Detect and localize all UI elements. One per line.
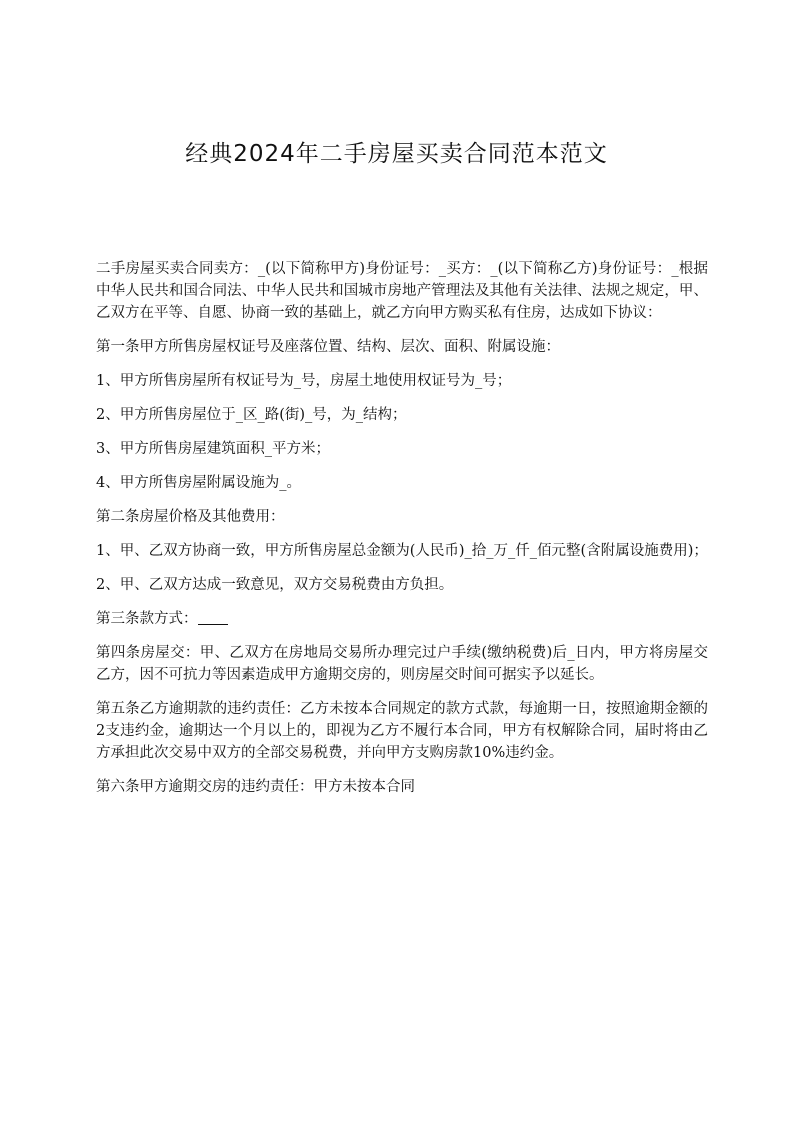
article-3-paragraph <box>96 608 708 630</box>
article-1-item-2: 2、甲方所售房屋位于_区_路(街)_号，为_结构； <box>96 407 407 423</box>
article-1-item-1: 1、甲方所售房屋所有权证号为_号，房屋土地使用权证号为_号； <box>96 373 512 389</box>
article-5-paragraph: 第五条乙方逾期款的违约责任：乙方未按本合同规定的款方式款，每逾期一日，按照逾期金额的2支违约金，逾期达一个月以上的，即视为乙方不履行本合同，甲方有权解除合同，届时将由乙方承担此次交易中双方的全部交易税费，并向甲方支购房款10%违约金。 <box>96 701 708 761</box>
article-1-item-4: 4、甲方所售房屋附属设施为_。 <box>96 475 301 491</box>
article-4-paragraph: 第四条房屋交：甲、乙双方在房地局交易所办理完过户手续(缴纳税费)后_日内，甲方将房屋交乙方，因不可抗力等因素造成甲方逾期交房的，则房屋交时间可据实予以延长。 <box>96 645 708 683</box>
article-1-heading: 第一条甲方所售房屋权证号及座落位置、结构、层次、面积、附属设施： <box>96 339 560 355</box>
article-2-item-1: 1、甲、乙双方协商一致，甲方所售房屋总金额为(人民币)_拾_万_仟_佰元整(含附属设施费用)； <box>96 543 708 559</box>
document-title: 经典2024年二手房屋买卖合同范本范文 <box>185 141 608 167</box>
article-6-paragraph: 第六条甲方逾期交房的违约责任：甲方未按本合同 <box>96 779 415 795</box>
intro-paragraph: 二手房屋买卖合同卖方：_(以下简称甲方)身份证号：_买方：_(以下简称乙方)身份证号：_根据中华人民共和国合同法、中华人民共和国城市房地产管理法及其他有关法律、法规之规定，甲、乙双方在平等、自愿、协商一致的基础上，就乙方向甲方购买私有住房，达成如下协议： <box>96 261 708 321</box>
article-3-blank <box>198 610 228 625</box>
article-1-item-3: 3、甲方所售房屋建筑面积_平方米； <box>96 441 330 457</box>
article-3-text: 第三条款方式： <box>96 611 198 627</box>
article-2-heading: 第二条房屋价格及其他费用： <box>96 509 285 525</box>
document-body <box>96 258 708 810</box>
article-2-item-2: 2、甲、乙双方达成一致意见，双方交易税费由方负担。 <box>96 577 454 593</box>
